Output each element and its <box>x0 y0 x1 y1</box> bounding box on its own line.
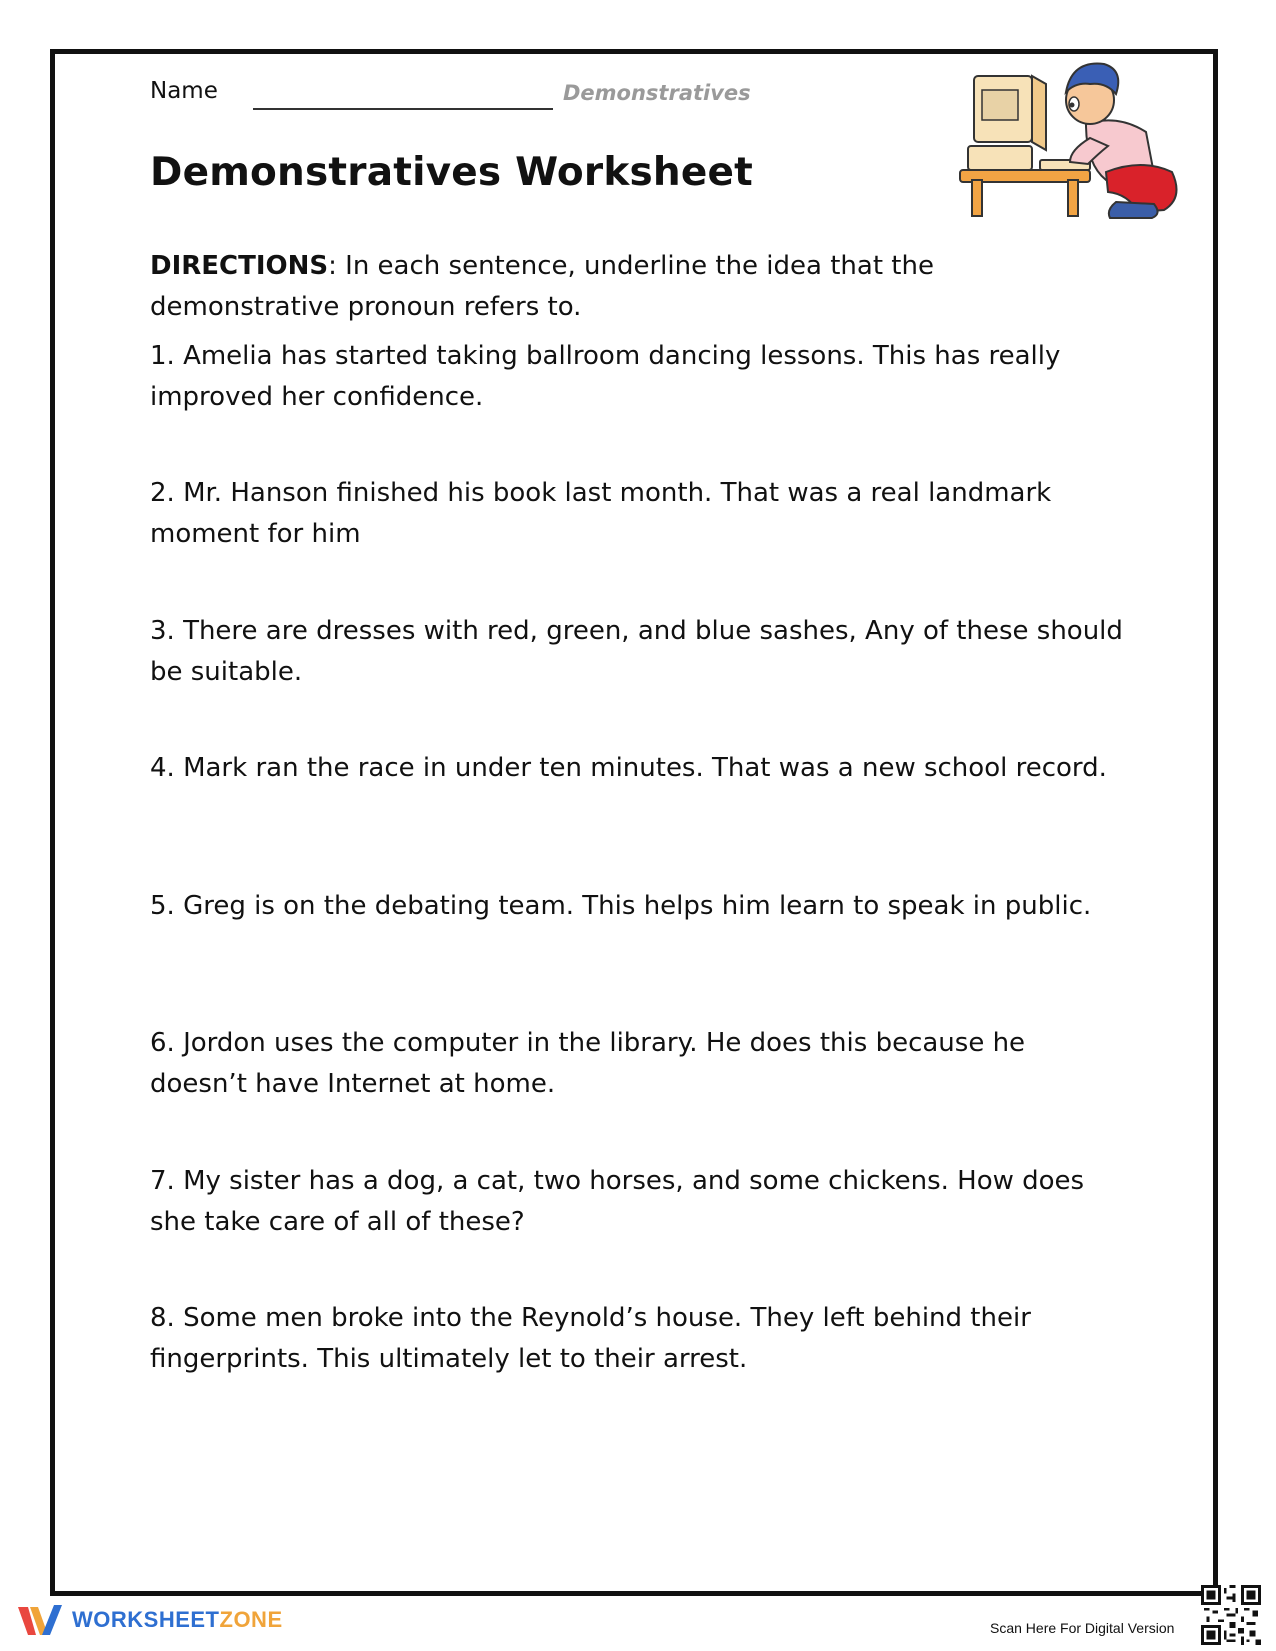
logo-text-worksheet: WORKSHEET <box>72 1607 220 1632</box>
question-2: 2. Mr. Hanson finished his book last month. That was a real landmark moment for him <box>150 478 1052 549</box>
question-3: 3. There are dresses with red, green, and blue sashes, Any of these should be suitable. <box>150 616 1123 687</box>
worksheetzone-logo[interactable] <box>16 1601 283 1639</box>
logo-text <box>72 1607 283 1633</box>
scan-caption: Scan Here For Digital Version <box>990 1620 1175 1636</box>
boy-at-computer-illustration <box>958 54 1190 230</box>
subject-label: Demonstratives <box>563 81 751 105</box>
qr-code-icon[interactable] <box>1201 1585 1261 1645</box>
question-8: 8. Some men broke into the Reynold’s house. They left behind their fingerprints. This ultimately let to their arrest. <box>150 1303 1031 1374</box>
directions-label: DIRECTIONS <box>150 251 329 281</box>
directions-text <box>150 246 1050 328</box>
question-4: 4. Mark ran the race in under ten minutes. That was a new school record. <box>150 753 1107 783</box>
directions-body: : In each sentence, underline the idea that the demonstrative pronoun refers to. <box>150 251 934 322</box>
worksheetzone-logo-icon <box>16 1601 64 1639</box>
logo-text-zone: ZONE <box>219 1607 283 1632</box>
question-5: 5. Greg is on the debating team. This helps him learn to speak in public. <box>150 891 1092 921</box>
name-label: Name <box>150 78 218 104</box>
question-6: 6. Jordon uses the computer in the library. He does this because he doesn’t have Internet at home. <box>150 1028 1026 1099</box>
question-1: 1. Amelia has started taking ballroom dancing lessons. This has really improved her confidence. <box>150 341 1061 412</box>
question-7: 7. My sister has a dog, a cat, two horses, and some chickens. How does she take care of all of these? <box>150 1166 1085 1237</box>
name-input-line[interactable] <box>253 108 553 110</box>
worksheet-title: Demonstratives Worksheet <box>150 150 754 195</box>
